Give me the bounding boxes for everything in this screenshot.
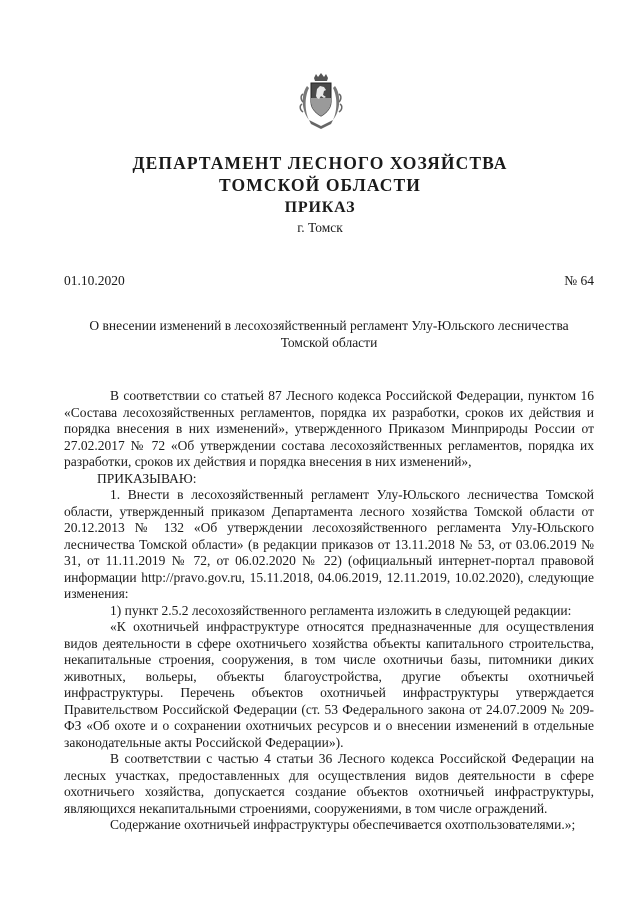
paragraph-preamble: В соответствии со статьей 87 Лесного кодекса Российской Федерации, пунктом 16 «Состава лесохозяйственных регламентов, порядка их разработки, сроков их действия и порядка внесения в них изменений», утвержденного Приказом Минприроды России от 27.02.2017 № 72 «Об утверждении состава лесохозяйственных регламентов, порядка их разработки, сроков их действия и порядка внесения в них изменений», (64, 388, 594, 469)
document-type: ПРИКАЗ (284, 199, 356, 216)
department-name-line2: ТОМСКОЙ ОБЛАСТИ (218, 175, 422, 195)
coat-of-arms-icon (297, 72, 345, 130)
paragraph-quote-3: Содержание охотничьей инфраструктуры обеспечивается охотпользователями.»; (110, 817, 576, 832)
document-date: 01.10.2020 (64, 273, 125, 288)
document-title: О внесении изменений в лесохозяйственный регламент Улу-Юльского лесничества Томской области (89, 318, 569, 350)
document-body (64, 388, 594, 834)
paragraph-decree: ПРИКАЗЫВАЮ: (97, 470, 197, 486)
document-number: № 64 (564, 273, 594, 288)
paragraph-quote-2: В соответствии с частью 4 статьи 36 Лесного кодекса Российской Федерации на лесных участках, предоставленных для осуществления видов деятельности в сфере охотничьего хозяйства, допускается создание объектов охотничьей инфраструктуры, являющихся некапитальными строениями, сооружениями, в том числе ограждений. (64, 751, 594, 816)
paragraph-quote-1: «К охотничьей инфраструктуре относятся предназначенные для осуществления видов деятельности в сфере охотничьего хозяйства объекты капитального строительства, некапитальные строения, сооружения, в том числе охотничьи базы, питомники диких животных, вольеры, объекты благоустройства, другие объекты охотничьей инфраструктуры. Перечень объектов охотничьей инфраструктуры утверждается Правительством Российской Федерации (ст. 53 Федерального закона от 24.07.2009 № 209-ФЗ «Об охоте и о сохранении охотничьих ресурсов и о внесении изменений в отдельные законодательные акты Российской Федерации»). (64, 619, 594, 750)
department-name-line1: ДЕПАРТАМЕНТ ЛЕСНОГО ХОЗЯЙСТВА (132, 153, 508, 173)
paragraph-subitem-1: 1) пункт 2.5.2 лесохозяйственного регламента изложить в следующей редакции: (110, 602, 572, 618)
paragraph-item-1: 1. Внести в лесохозяйственный регламент Улу-Юльского лесничества Томской области, утвержденный приказом Департамента лесного хозяйства Томской области от 20.12.2013 № 132 «Об утверждении лесохозяйственного регламента Улу-Юльского лесничества Томской области» (в редакции приказов от 13.11.2018 № 53, от 03.06.2019 № 31, от 11.11.2019 № 72, от 06.02.2020 № 22) (официальный интернет-портал правовой информации http://pravo.gov.ru, 15.11.2018, 04.06.2019, 12.11.2019, 10.02.2020), следующие изменения: (64, 487, 594, 601)
city: г. Томск (297, 220, 343, 235)
